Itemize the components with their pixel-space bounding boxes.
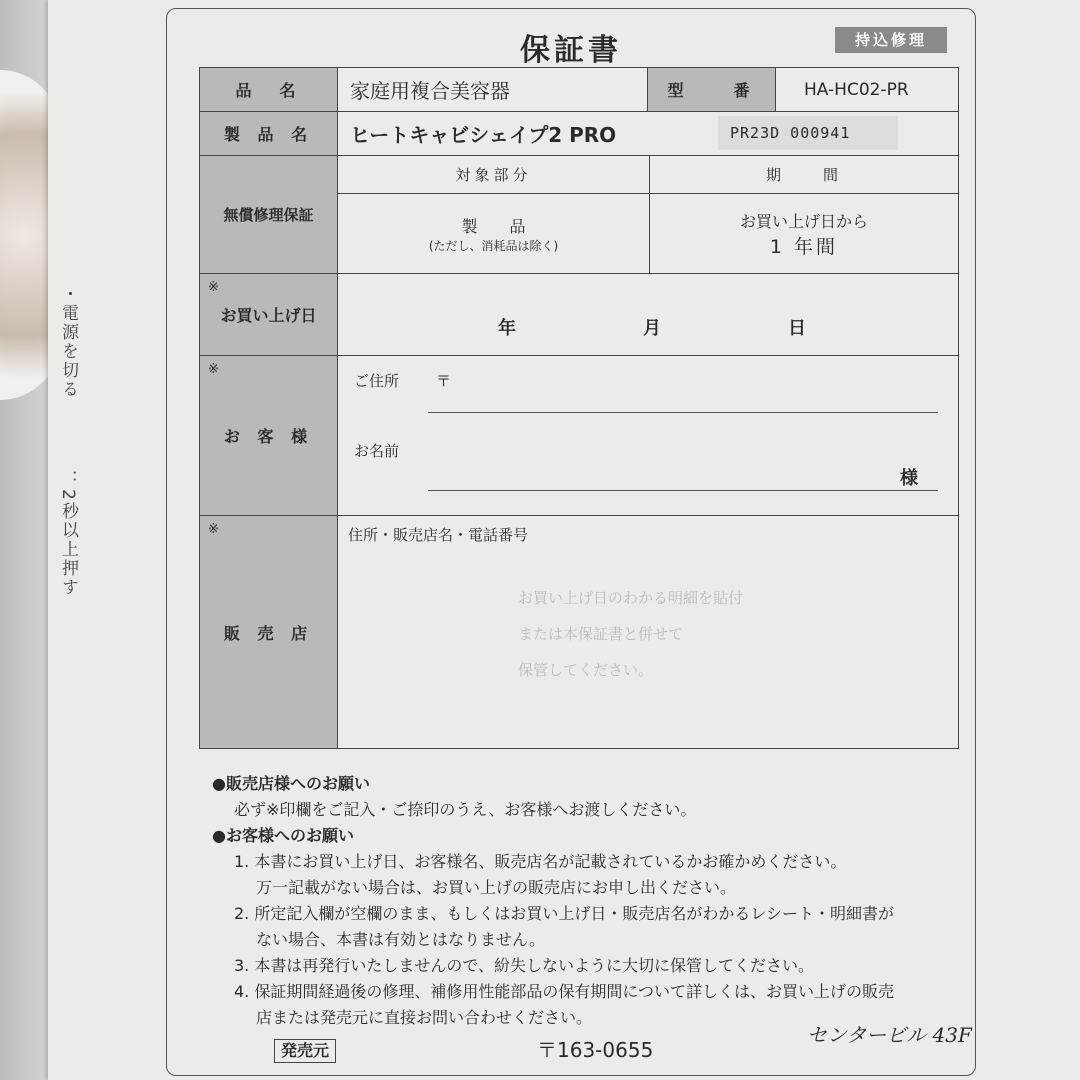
year-label[interactable]: 年 [498,318,516,339]
period-value-2: 1 年間 [769,235,839,258]
note-shop: 必ず※印欄をご記入・ご捺印のうえ、お客様へお渡しください。 [234,800,697,819]
handwritten-note: センタービル 43F [807,1023,972,1047]
target-header: 対象部分 [338,156,650,193]
faint-text: お買い上げ日のわかる明細を貼付 [518,589,744,607]
label-product: 品 名 [200,68,338,111]
row-shop [200,516,958,748]
postal-code: 〒163-0655 [537,1038,654,1062]
serial-number: PR23D 000941 [718,116,898,150]
note-item: 店または発売元に直接お問い合わせください。 [256,1008,593,1027]
required-mark: ※ [208,522,219,537]
label-model: 型 番 [648,68,776,111]
note-item: 3. 本書は再発行いたしませんので、紛失しないように大切に保管してください。 [234,956,815,975]
row-customer [200,356,958,516]
target-note: (ただし、消耗品は除く) [428,238,559,253]
note-item: 万一記載がない場合は、お買い上げの販売店にお申し出ください。 [256,878,737,897]
label-product-name: 製 品 名 [200,112,338,155]
period-header: 期 間 [765,166,842,184]
label-customer: お 客 様 [223,427,314,446]
note-item: 2. 所定記入欄が空欄のまま、もしくはお買い上げ日・販売店名がわかるレシート・明細書が [234,904,894,923]
note-heading-shop: ●販売店様へのお願い [212,774,370,793]
note-item: ない場合、本書は有効とはなりません。 [256,930,545,949]
day-label[interactable]: 日 [788,318,806,339]
note-item: 4. 保証期間経過後の修理、補修用性能部品の保有期間について詳しくは、お買い上げの販売 [234,982,895,1001]
side-text-2: ：2秒以上押す [58,470,78,597]
honorific: 様 [900,468,918,489]
name-label: お名前 [354,442,400,460]
label-shop: 販 売 店 [223,623,314,643]
month-label[interactable]: 月 [643,318,661,339]
product-name-value: ヒートキャビシェイプ2 PRO [350,123,617,147]
shop-stamp-area[interactable] [518,580,743,688]
row-name [200,112,958,156]
label-purchase-date: お買い上げ日 [220,306,317,325]
row-product [200,68,958,112]
warranty-table [199,67,959,749]
warranty-card [166,8,976,1076]
shop-fields-label: 住所・販売店名・電話番号 [348,526,529,544]
model-value: HA-HC02-PR [804,79,909,100]
name-field[interactable] [428,490,938,491]
row-purchase-date [200,274,958,356]
address-field[interactable] [428,412,938,413]
note-item: 1. 本書にお買い上げ日、お客様名、販売店名が記載されているかお確かめください。 [234,852,847,871]
faint-text: 保管してください。 [518,661,654,679]
faint-text: または本保証書と併せて [518,625,684,643]
required-mark: ※ [208,362,219,377]
postal-mark: 〒 [436,372,452,390]
repair-type-badge: 持込修理 [835,27,947,53]
side-text-1: ・電源を切る [58,285,78,399]
page-title: 保証書 [520,33,622,68]
target-value: 製 品 [461,216,526,236]
product-value: 家庭用複合美容器 [338,68,648,111]
seller-label: 発売元 [274,1039,336,1063]
row-warranty [200,156,958,274]
period-value-1: お買い上げ日から [739,211,868,231]
label-warranty: 無償修理保証 [200,156,338,273]
note-heading-customer: ●お客様へのお願い [212,826,354,845]
address-label: ご住所 [354,372,400,390]
required-mark: ※ [208,280,219,295]
